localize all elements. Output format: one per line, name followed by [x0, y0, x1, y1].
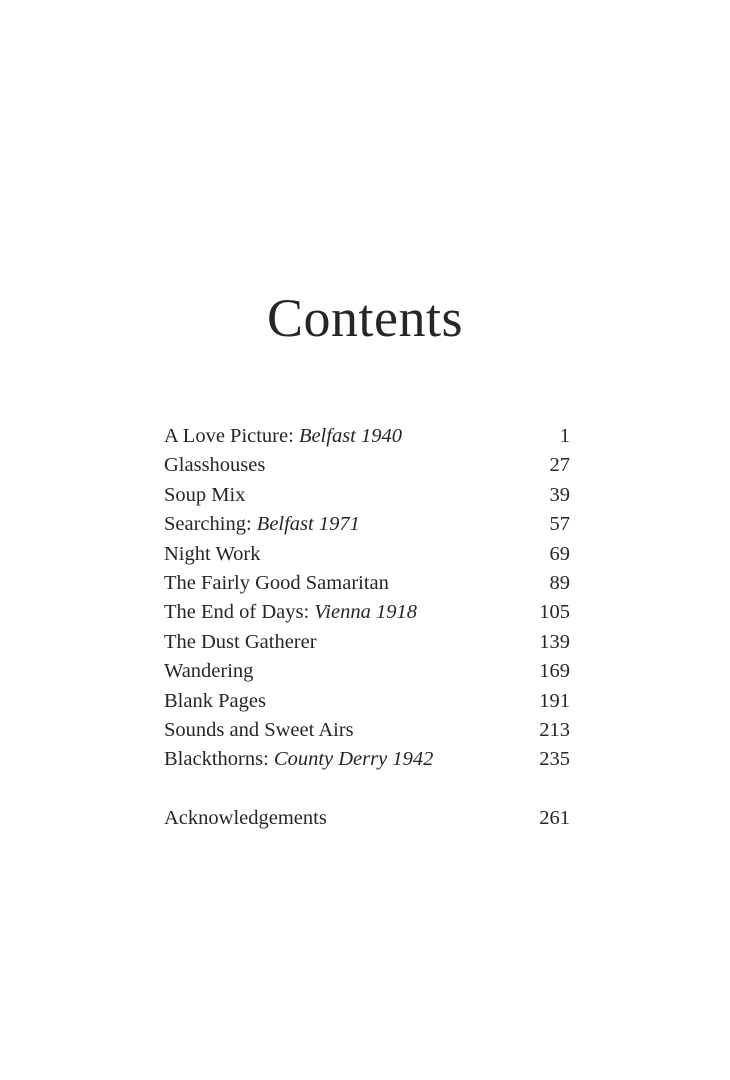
toc-entry-title: Glasshouses: [164, 454, 266, 477]
toc-entry-page-number: 139: [539, 630, 570, 653]
toc-entry-page-number: 261: [539, 807, 570, 829]
toc-entry: [164, 451, 570, 480]
table-of-contents: [164, 422, 570, 775]
toc-entry: [164, 422, 570, 451]
toc-entry-title: A Love Picture: Belfast 1940: [164, 425, 402, 447]
toc-entry-subtitle: Vienna 1918: [314, 601, 417, 624]
toc-entry-page-number: 213: [539, 718, 570, 741]
toc-entry-subtitle: County Derry 1942: [273, 748, 434, 771]
toc-back-matter: [164, 804, 570, 833]
toc-entry-subtitle: Belfast 1971: [256, 513, 360, 536]
toc-entry-page-number: 191: [539, 689, 570, 712]
toc-entry: [164, 510, 570, 539]
toc-entry-title: The End of Days: Vienna 1918: [164, 601, 417, 624]
toc-entry-title: The Fairly Good Samaritan: [164, 571, 389, 594]
toc-entry: [164, 628, 570, 657]
toc-entry-page-number: 105: [539, 601, 570, 624]
toc-entry: [164, 481, 570, 510]
toc-entry-title: Searching: Belfast 1971: [164, 513, 360, 536]
toc-entry-title: Blackthorns: County Derry 1942: [164, 748, 434, 771]
toc-entry-title: Soup Mix: [164, 483, 246, 506]
toc-entry: [164, 745, 570, 774]
toc-entry: [164, 598, 570, 627]
toc-entry-title: Sounds and Sweet Airs: [164, 718, 354, 741]
toc-entry-title: The Dust Gatherer: [164, 630, 317, 653]
toc-entry: [164, 804, 570, 833]
toc-entry-page-number: 89: [549, 571, 570, 594]
toc-entry-title: Acknowledgements: [164, 807, 327, 829]
toc-entry: [164, 687, 570, 716]
toc-entry: [164, 540, 570, 569]
toc-entry-page-number: 69: [549, 542, 570, 565]
toc-entry-page-number: 1: [559, 425, 570, 447]
toc-entry-page-number: 27: [549, 454, 570, 477]
toc-entry-page-number: 39: [549, 483, 570, 506]
toc-entry-title: Blank Pages: [164, 689, 266, 712]
toc-entry: [164, 657, 570, 686]
toc-entry-subtitle: Belfast 1940: [298, 425, 402, 447]
toc-entry-title: Night Work: [164, 542, 261, 565]
toc-entry-title: Wandering: [164, 660, 254, 683]
toc-entry: [164, 716, 570, 745]
toc-entry-page-number: 57: [549, 513, 570, 536]
page-title: Contents: [266, 288, 463, 349]
toc-entry-page-number: 235: [539, 748, 570, 771]
toc-entry-page-number: 169: [539, 660, 570, 683]
toc-entry: [164, 569, 570, 598]
